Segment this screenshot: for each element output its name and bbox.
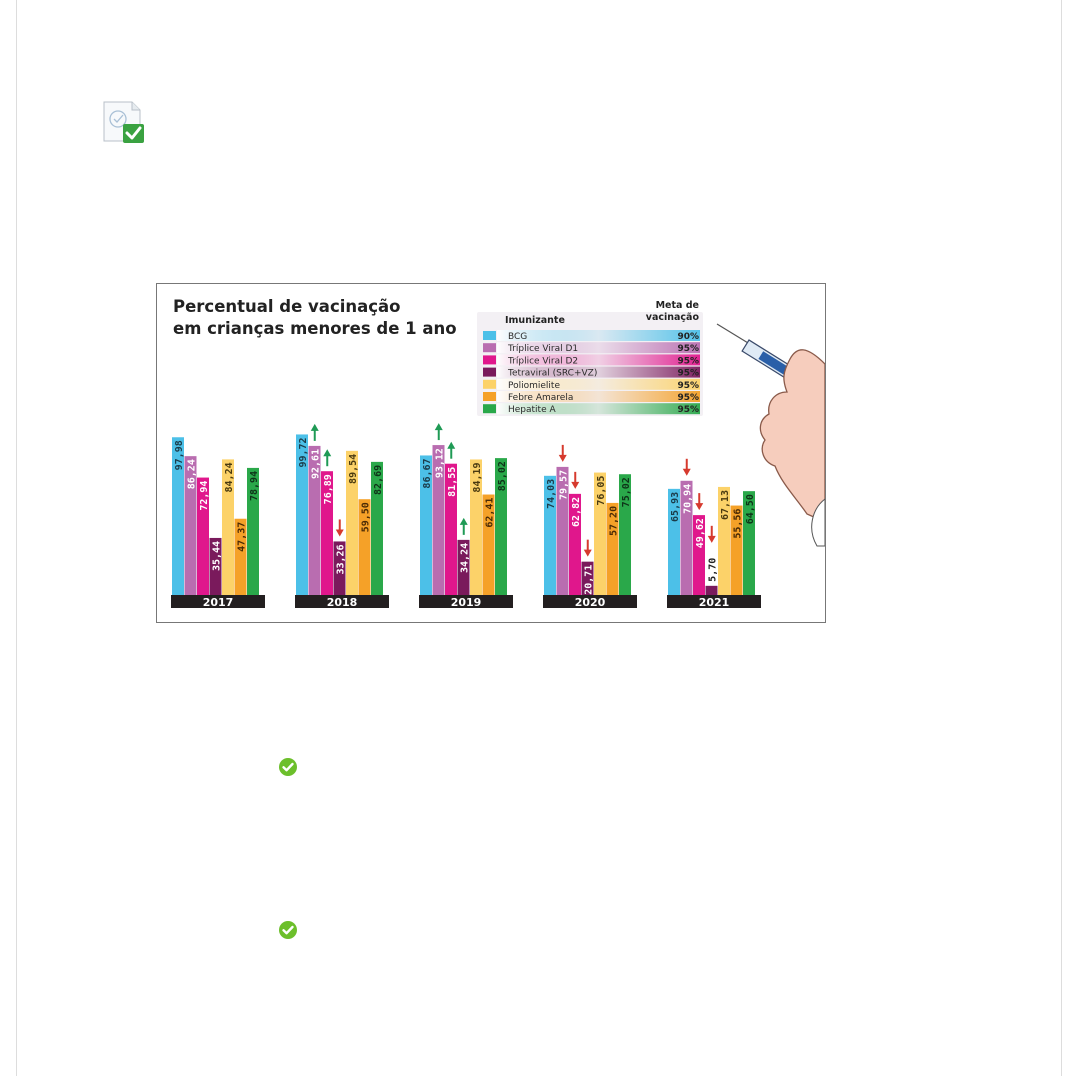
bar-2021-3 (706, 586, 718, 595)
legend-row-band (497, 330, 700, 341)
chart-title-line-1: Percentual de vacinação (173, 297, 401, 316)
legend-label: Poliomielite (508, 380, 560, 391)
legend-swatch (483, 331, 496, 340)
data-label: 49,62 (694, 518, 706, 549)
trend-down-arrow-icon (695, 493, 703, 510)
check-circle-icon (278, 757, 298, 777)
data-label: 67,13 (719, 489, 731, 521)
data-label: 74,03 (545, 478, 557, 509)
data-label: 33,26 (335, 544, 347, 575)
data-label: 62,41 (484, 497, 496, 528)
document-check-icon (102, 101, 146, 145)
check-circle-icon (278, 920, 298, 940)
legend-goal: 95% (677, 356, 699, 367)
legend-swatch (483, 392, 496, 401)
trend-up-arrow-icon (435, 423, 443, 440)
year-label: 2019 (450, 596, 482, 609)
legend-label: Febre Amarela (508, 393, 574, 403)
data-label: 82,69 (372, 464, 384, 495)
data-label: 70,94 (682, 483, 694, 514)
legend-goal: 95% (677, 393, 699, 403)
data-label: 86,67 (421, 458, 433, 489)
trend-down-arrow-icon (683, 459, 691, 476)
goal-header-line-1: Meta de (655, 300, 699, 311)
legend-goal: 90% (677, 332, 699, 342)
data-label: 75,02 (620, 477, 632, 508)
trend-up-arrow-icon (460, 518, 468, 535)
data-label: 65,93 (669, 491, 681, 522)
page-border-right (1061, 0, 1062, 1076)
data-label: 72,94 (198, 480, 210, 511)
legend-goal: 95% (677, 344, 699, 355)
data-label: 55,56 (732, 508, 744, 539)
trend-down-arrow-icon (559, 445, 567, 462)
legend-label: Hepatite A (508, 405, 556, 416)
goal-header-line-2: vacinação (645, 312, 699, 323)
legend-header: Imunizante (505, 315, 565, 326)
data-label: 79,57 (558, 469, 570, 501)
trend-down-arrow-icon (584, 540, 592, 557)
data-label: 93,12 (434, 448, 446, 479)
data-label: 85,02 (496, 461, 508, 492)
year-label: 2017 (202, 596, 234, 609)
data-label: 97,98 (173, 440, 185, 471)
legend-swatch (483, 380, 496, 389)
data-label: 89,54 (347, 453, 359, 484)
page-border-left (16, 0, 17, 1076)
data-label: 78,94 (248, 470, 260, 502)
trend-up-arrow-icon (447, 442, 455, 459)
data-label: 57,20 (608, 505, 620, 537)
vaccination-chart (156, 283, 826, 623)
legend-swatch (483, 368, 496, 377)
data-label: 64,50 (744, 494, 756, 525)
legend-label: Tríplice Viral D2 (508, 356, 579, 367)
data-label: 76,89 (322, 474, 334, 505)
legend-swatch (483, 343, 496, 352)
legend-label: BCG (508, 332, 528, 342)
data-label: 84,24 (223, 462, 235, 493)
trend-down-arrow-icon (571, 472, 579, 489)
trend-up-arrow-icon (311, 424, 319, 441)
data-label: 86,24 (186, 459, 198, 490)
legend-goal: 95% (677, 368, 699, 379)
data-label: 99,72 (297, 437, 309, 468)
trend-down-arrow-icon (336, 519, 344, 536)
chart-canvas (157, 284, 825, 622)
year-label: 2018 (326, 596, 358, 609)
data-label: 35,44 (211, 540, 223, 572)
data-label: 62,82 (570, 496, 582, 527)
trend-up-arrow-icon (323, 449, 331, 466)
data-label: 84,19 (471, 462, 483, 493)
hand-shape (760, 350, 825, 522)
data-label: 81,55 (446, 466, 458, 497)
year-label: 2020 (574, 596, 606, 609)
year-label: 2021 (698, 596, 730, 609)
legend-label: Tetraviral (SRC+VZ) (508, 368, 598, 379)
trend-down-arrow-icon (708, 526, 716, 543)
chart-title-line-2: em crianças menores de 1 ano (173, 319, 457, 338)
data-label: 76,05 (595, 475, 607, 506)
data-label: 20,71 (583, 564, 595, 595)
data-label: 59,50 (360, 502, 372, 533)
data-label: 34,24 (459, 542, 471, 573)
legend-swatch (483, 355, 496, 364)
legend-goal: 95% (677, 380, 699, 391)
data-label: 92,61 (310, 448, 322, 480)
legend-label: Tríplice Viral D1 (508, 344, 579, 355)
data-label: 47,37 (236, 521, 248, 552)
chart-legend (477, 300, 703, 416)
legend-swatch (483, 404, 496, 413)
data-label: 5,70 (707, 557, 719, 582)
legend-goal: 95% (677, 405, 699, 416)
